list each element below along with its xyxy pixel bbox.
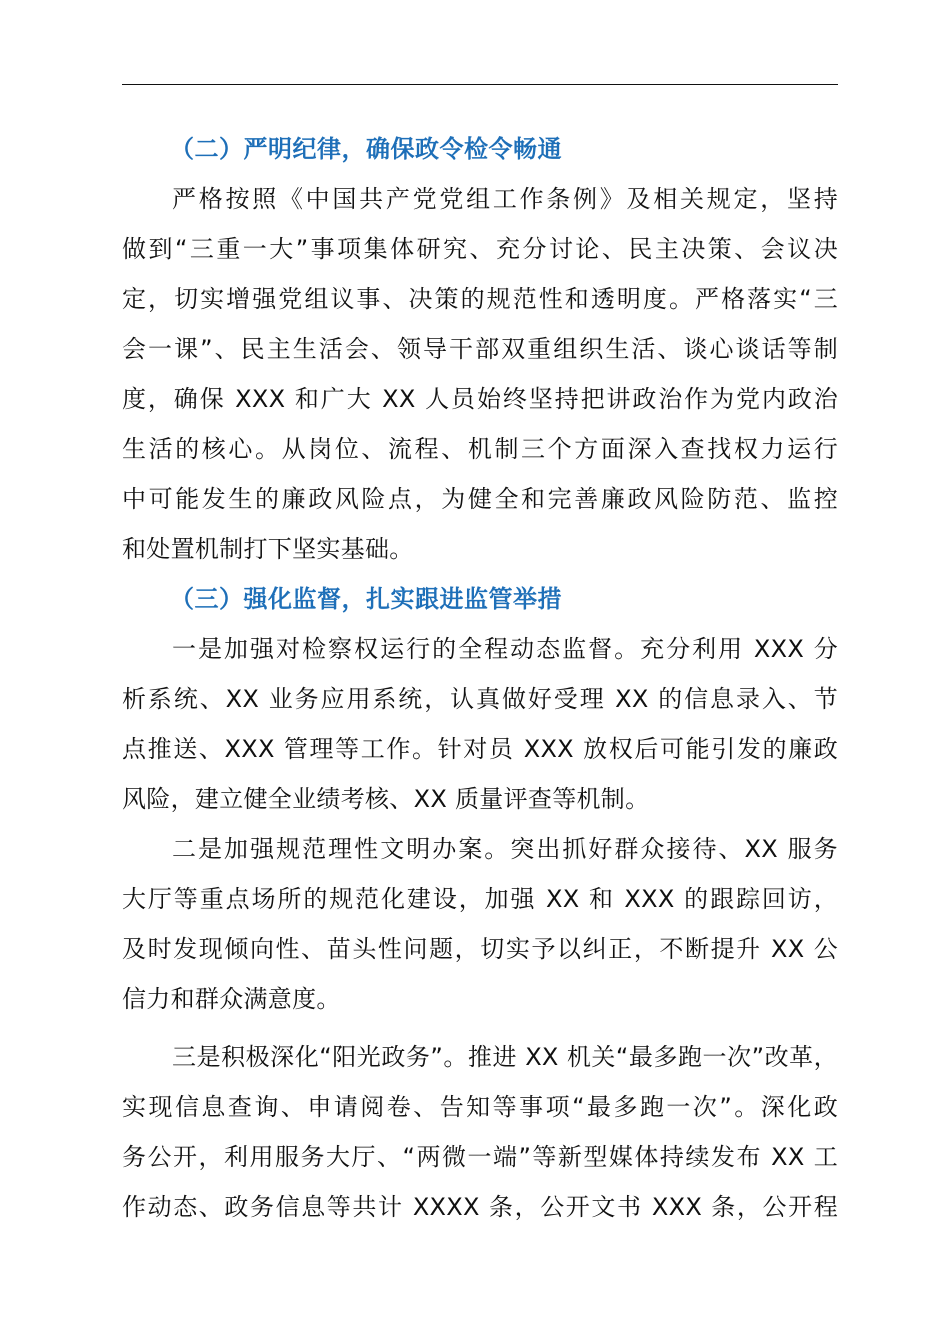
- text-line: 度，确保 XXX 和广大 XX 人员始终坚持把讲政治作为党内政治: [122, 385, 838, 413]
- paragraph-discipline: [122, 174, 838, 574]
- text-line: 做到“三重一大”事项集体研究、充分讨论、民主决策、会议决: [122, 235, 838, 263]
- text-line: 一是加强对检察权运行的全程动态监督。充分利用 XXX 分: [172, 635, 838, 663]
- text-line: 中可能发生的廉政风险点，为健全和完善廉政风险防范、监控: [122, 485, 838, 513]
- text-line: 生活的核心。从岗位、流程、机制三个方面深入查找权力运行: [122, 435, 838, 463]
- document-body: [122, 124, 838, 1232]
- paragraph-sunshine-affairs: [122, 1032, 838, 1232]
- text-line: 二是加强规范理性文明办案。突出抓好群众接待、XX 服务: [172, 835, 838, 863]
- paragraph-standardized-handling: [122, 824, 838, 1024]
- text-line: 大厅等重点场所的规范化建设，加强 XX 和 XXX 的跟踪回访，: [122, 885, 838, 913]
- text-line: 务公开，利用服务大厅、“两微一端”等新型媒体持续发布 XX 工: [122, 1143, 838, 1171]
- text-line: 风险，建立健全业绩考核、XX 质量评查等机制。: [122, 785, 650, 813]
- text-line: 和处置机制打下坚实基础。: [122, 535, 414, 563]
- text-line: 三是积极深化“阳光政务”。推进 XX 机关“最多跑一次”改革，: [172, 1043, 838, 1071]
- text-line: 严格按照《中国共产党党组工作条例》及相关规定，坚持: [172, 185, 838, 213]
- text-line: 定，切实增强党组议事、决策的规范性和透明度。严格落实“三: [122, 285, 838, 313]
- text-line: 会一课”、民主生活会、领导干部双重组织生活、谈心谈话等制: [122, 335, 838, 363]
- header-rule: [122, 84, 838, 85]
- text-line: 及时发现倾向性、苗头性问题，切实予以纠正，不断提升 XX 公: [122, 935, 838, 963]
- text-line: 析系统、XX 业务应用系统，认真做好受理 XX 的信息录入、节: [122, 685, 838, 713]
- paragraph-supervision: [122, 624, 838, 824]
- section-heading-2: （二）严明纪律，确保政令检令畅通: [170, 135, 562, 163]
- section-heading-3: （三）强化监督，扎实跟进监管举措: [170, 585, 562, 613]
- text-line: 实现信息查询、申请阅卷、告知等事项“最多跑一次”。深化政: [122, 1093, 838, 1121]
- text-line: 作动态、政务信息等共计 XXXX 条，公开文书 XXX 条，公开程: [122, 1193, 838, 1221]
- text-line: 点推送、XXX 管理等工作。针对员 XXX 放权后可能引发的廉政: [122, 735, 838, 763]
- text-line: 信力和群众满意度。: [122, 985, 341, 1013]
